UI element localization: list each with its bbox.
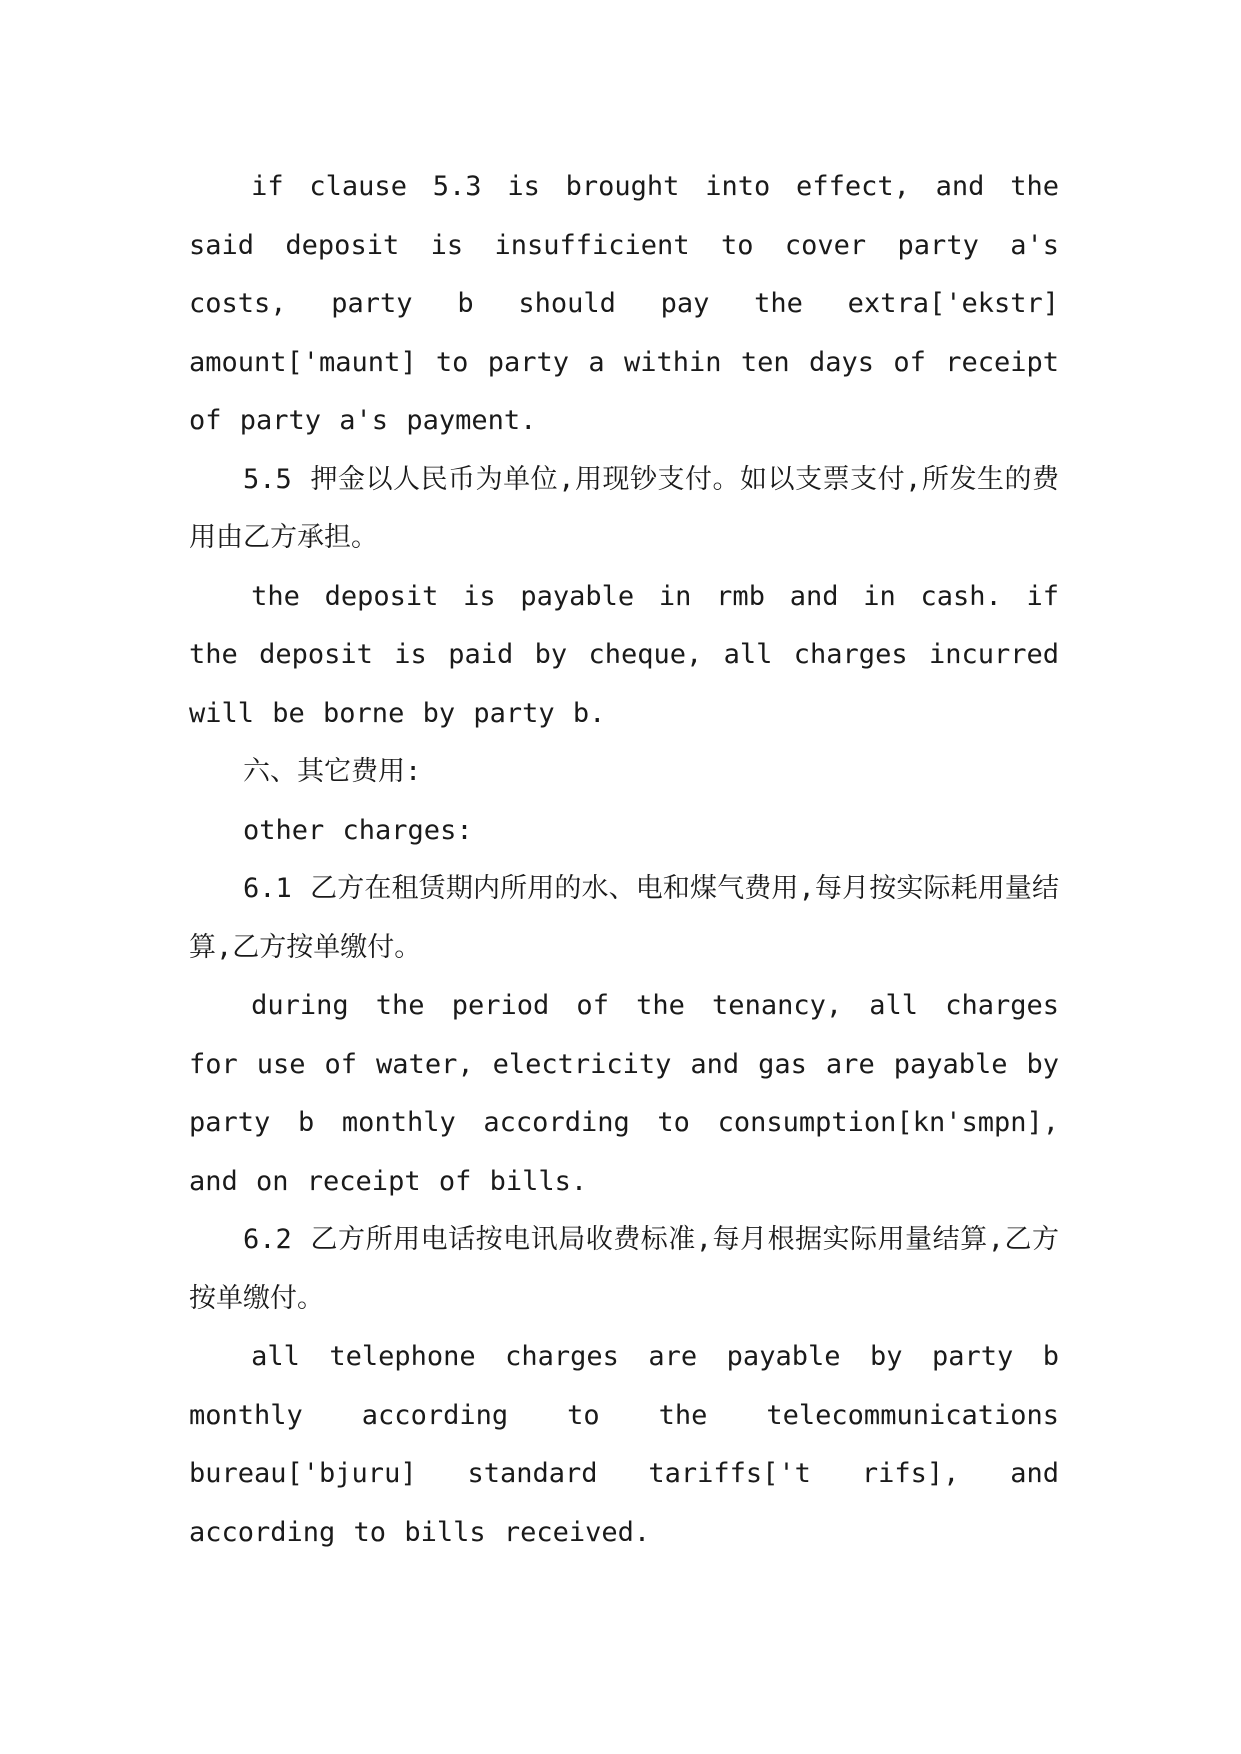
paragraph-clause-5-4-english: if clause 5.3 is brought into effect, and the said deposit is insufficient to cover party a's costs, party b should pay the extra['ekstr] amount['maunt] to party a within ten days of receipt of party a's payment. <box>189 171 1059 436</box>
section-heading-chinese: 六、其它费用: <box>243 756 422 787</box>
section-heading-english: other charges: <box>243 814 473 846</box>
paragraph-clause-6-2-english: all telephone charges are payable by party b monthly according to the telecommunications bureau['bjuru] standard tariffs['t rifs], and according to bills received. <box>189 1341 1059 1548</box>
paragraph-clause-5-5-chinese: 5.5 押金以人民币为单位,用现钞支付。如以支票支付,所发生的费用由乙方承担。 <box>189 463 1059 553</box>
paragraph-clause-5-5-english: the deposit is payable in rmb and in cash. if the deposit is paid by cheque, all charges incurred will be borne by party b. <box>189 580 1059 729</box>
paragraph-clause-6-1-chinese: 6.1 乙方在租赁期内所用的水、电和煤气费用,每月按实际耗用量结算,乙方按单缴付。 <box>189 873 1059 963</box>
paragraph-clause-6-2-chinese: 6.2 乙方所用电话按电讯局收费标准,每月根据实际用量结算,乙方按单缴付。 <box>189 1224 1059 1314</box>
paragraph-clause-6-1-english: during the period of the tenancy, all charges for use of water, electricity and gas are payable by party b monthly according to consumption[kn'smpn], and on receipt of bills. <box>189 990 1059 1197</box>
document-body <box>189 158 1059 1562</box>
